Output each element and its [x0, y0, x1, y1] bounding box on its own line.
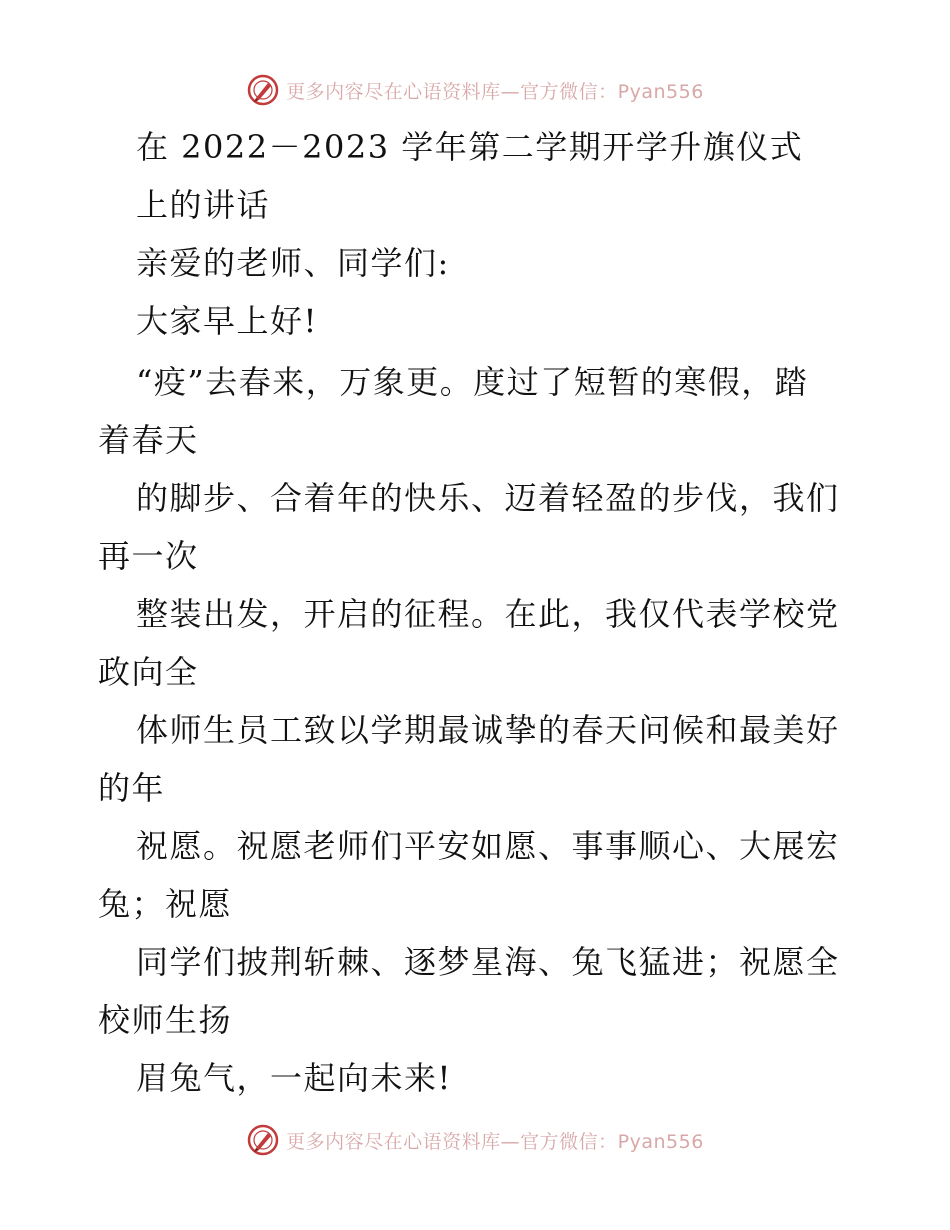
- watermark-text: 更多内容尽在心语资料库—官方微信：Pyan556: [286, 1130, 704, 1153]
- text-line: 的年: [98, 769, 166, 807]
- title-line-1: 在 2022－2023 学年第二学期开学升旗仪式: [136, 128, 804, 166]
- text-line: 再一次: [98, 537, 199, 575]
- text-line: 体师生员工致以学期最诚挚的春天问候和最美好: [136, 711, 840, 749]
- pen-logo-icon: [246, 1123, 280, 1157]
- text-line: 着春天: [98, 421, 199, 459]
- text-line: 兔；祝愿: [98, 885, 233, 923]
- text-line: 整装出发，开启的征程。在此，我仅代表学校党: [136, 595, 840, 633]
- title-line-2: 上的讲话: [136, 186, 271, 224]
- greeting: 大家早上好!: [136, 302, 318, 340]
- footer-watermark: [0, 1120, 950, 1160]
- watermark-text: 更多内容尽在心语资料库—官方微信：Pyan556: [286, 80, 704, 103]
- salutation: 亲爱的老师、同学们:: [136, 244, 450, 282]
- text-line: “疫”去春来，万象更。度过了短暂的寒假，踏: [136, 363, 809, 401]
- pen-logo-icon: [246, 73, 280, 107]
- text-line: 同学们披荆斩棘、逐梦星海、兔飞猛进；祝愿全: [136, 943, 840, 981]
- header-watermark: [0, 70, 950, 110]
- text-line: 校师生扬: [98, 1001, 233, 1039]
- text-line: 祝愿。祝愿老师们平安如愿、事事顺心、大展宏: [136, 827, 840, 865]
- text-line: 政向全: [98, 653, 199, 691]
- text-line: 的脚步、合着年的快乐、迈着轻盈的步伐，我们: [136, 479, 840, 517]
- text-line: 眉兔气，一起向未来!: [136, 1059, 452, 1097]
